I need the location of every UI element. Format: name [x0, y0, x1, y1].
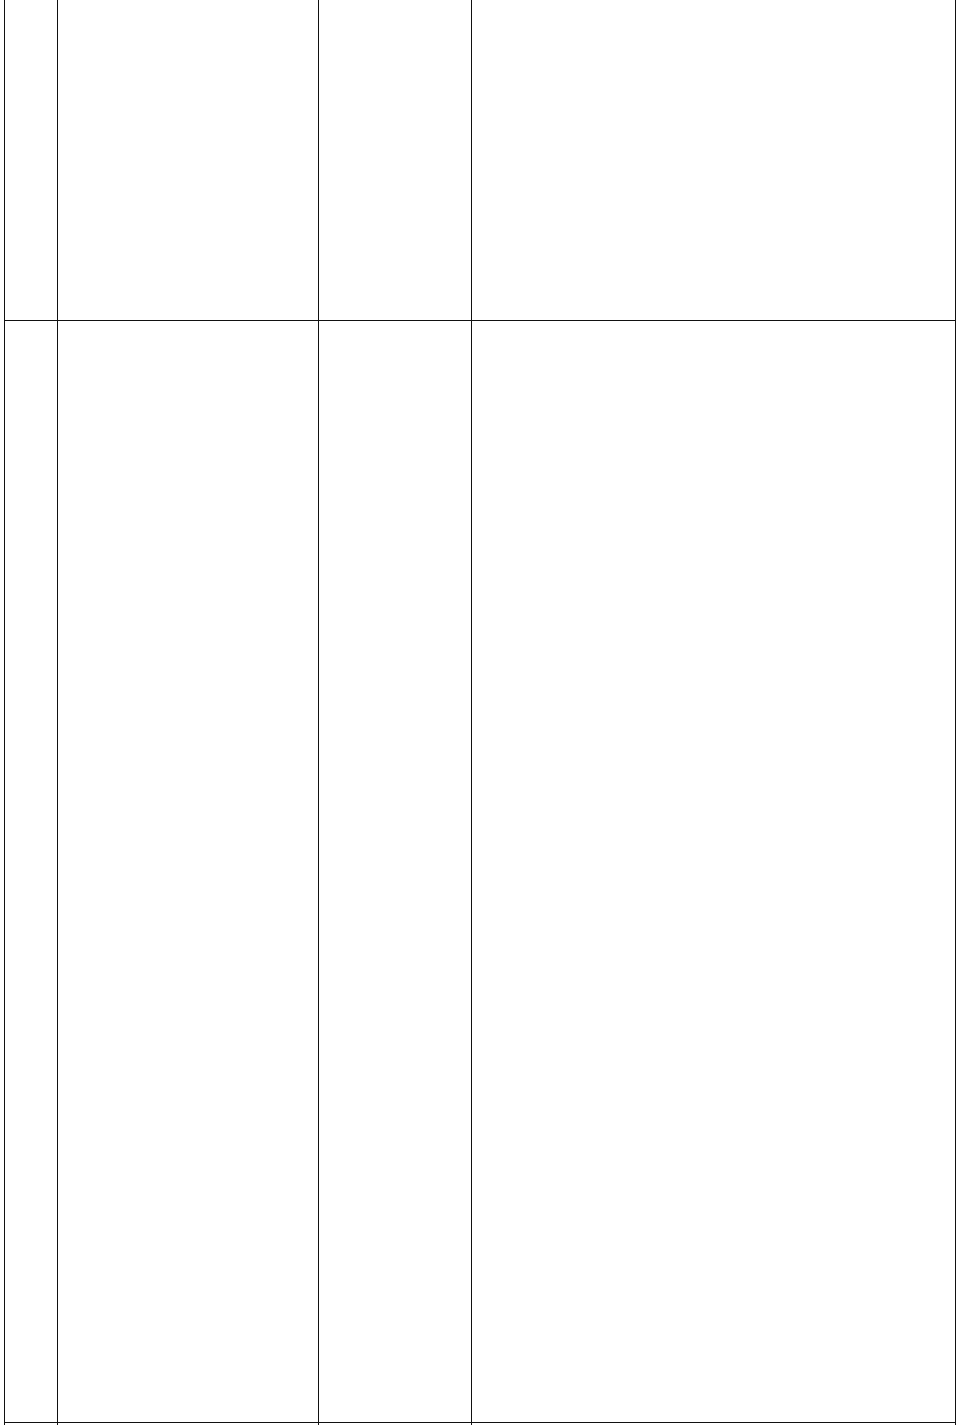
table-divider-3 [471, 0, 472, 1425]
table-border-bottom [4, 1422, 956, 1423]
table-divider-2 [318, 0, 319, 1425]
row-separator [4, 320, 956, 321]
table-border-left [4, 0, 5, 1425]
table-divider-1 [57, 0, 58, 1425]
table-border-right [955, 0, 956, 1425]
